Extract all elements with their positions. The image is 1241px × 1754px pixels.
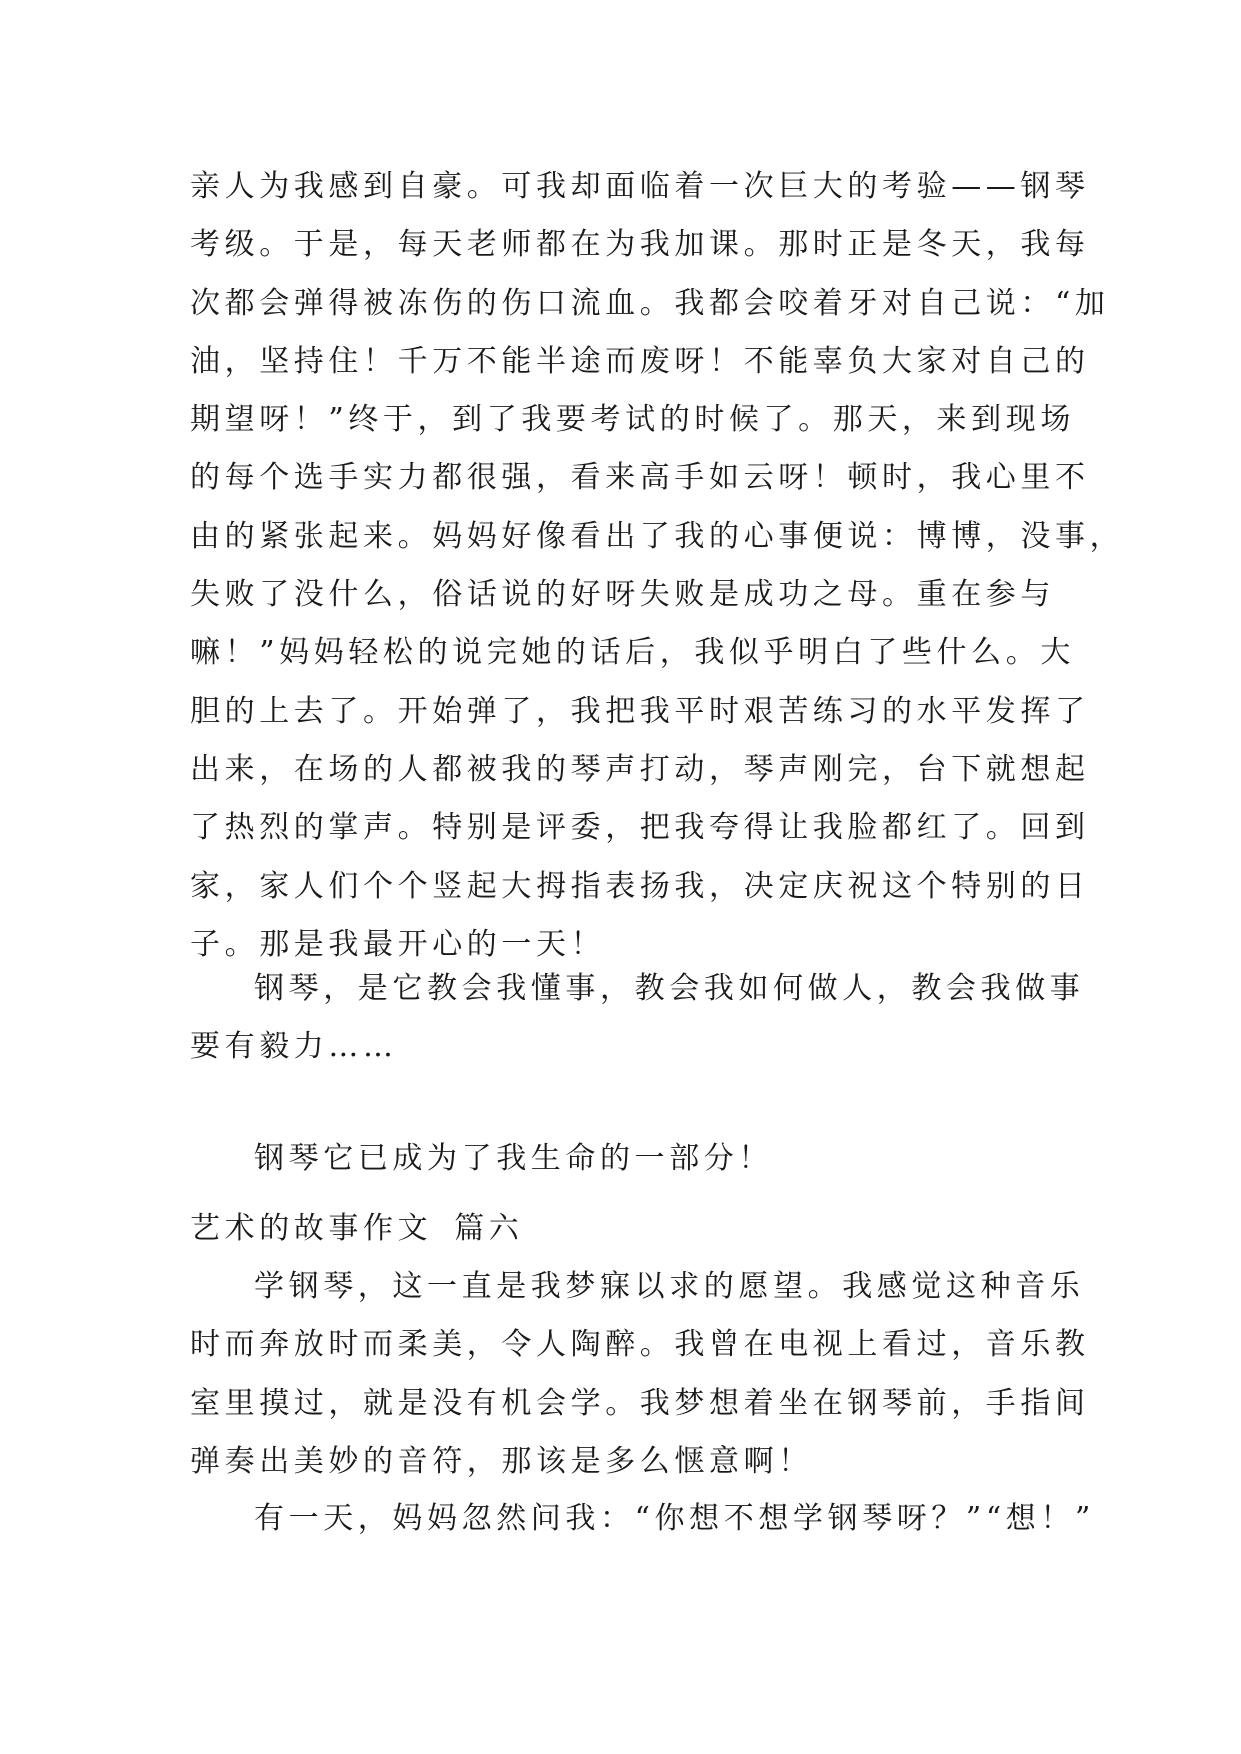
text-line: 要有毅力…… bbox=[190, 1029, 398, 1065]
paragraph bbox=[190, 1130, 1050, 1188]
text-line: 胆的上去了。开始弹了，我把我平时艰苦练习的水平发挥了 bbox=[190, 693, 1090, 729]
text-line: 钢琴，是它教会我懂事，教会我如何做人，教会我做事 bbox=[254, 971, 1085, 1006]
text-line: 失败了没什么，俗话说的好呀失败是成功之母。重在参与 bbox=[190, 577, 1055, 613]
paragraph bbox=[190, 1490, 1095, 1548]
text-line: 考级。于是，每天老师都在为我加课。那时正是冬天，我每 bbox=[190, 227, 1090, 263]
text-line: 子。那是我最开心的一天！ bbox=[190, 926, 606, 962]
text-line: 弹奏出美妙的音符，那该是多么惬意啊！ bbox=[190, 1443, 813, 1479]
text-line: 学钢琴，这一直是我梦寐以求的愿望。我感觉这种音乐 bbox=[254, 1269, 1085, 1304]
text-line: 出来，在场的人都被我的琴声打动，琴声刚完，台下就想起 bbox=[190, 751, 1090, 787]
text-line: 期望呀！”终于，到了我要考试的时候了。那天，来到现场 bbox=[190, 402, 1075, 438]
text-line: 家，家人们个个竖起大拇指表扬我，决定庆祝这个特别的日 bbox=[190, 868, 1090, 904]
paragraph-continuation bbox=[190, 158, 1125, 974]
paragraph bbox=[190, 960, 1085, 1077]
text-line: 钢琴它已成为了我生命的一部分！ bbox=[254, 1141, 773, 1176]
heading-line bbox=[190, 1200, 1050, 1258]
text-line: 亲人为我感到自豪。可我却面临着一次巨大的考验——钢琴 bbox=[190, 169, 1090, 204]
text-line: 有一天，妈妈忽然问我：“你想不想学钢琴呀？”“想！” bbox=[254, 1501, 1095, 1536]
paragraph bbox=[190, 1258, 1090, 1491]
text-line: 室里摸过，就是没有机会学。我梦想着坐在钢琴前，手指间 bbox=[190, 1385, 1090, 1421]
heading-sub: 篇六 bbox=[454, 1211, 524, 1246]
text-line: 油，坚持住！千万不能半途而废呀！不能辜负大家对自己的 bbox=[190, 343, 1090, 379]
text-line: 时而奔放时而柔美，令人陶醉。我曾在电视上看过，音乐教 bbox=[190, 1327, 1090, 1363]
text-line: 嘛！”妈妈轻松的说完她的话后，我似乎明白了些什么。大 bbox=[190, 635, 1075, 671]
text-line: 次都会弹得被冻伤的伤口流血。我都会咬着牙对自己说：“加 bbox=[190, 285, 1110, 321]
section-heading bbox=[190, 1200, 1050, 1258]
text-line: 的每个选手实力都很强，看来高手如云呀！顿时，我心里不 bbox=[190, 460, 1090, 496]
heading-main: 艺术的故事作文 bbox=[190, 1211, 433, 1246]
text-line: 由的紧张起来。妈妈好像看出了我的心事便说：博博，没事， bbox=[190, 518, 1125, 554]
text-line: 了热烈的掌声。特别是评委，把我夸得让我脸都红了。回到 bbox=[190, 810, 1090, 846]
